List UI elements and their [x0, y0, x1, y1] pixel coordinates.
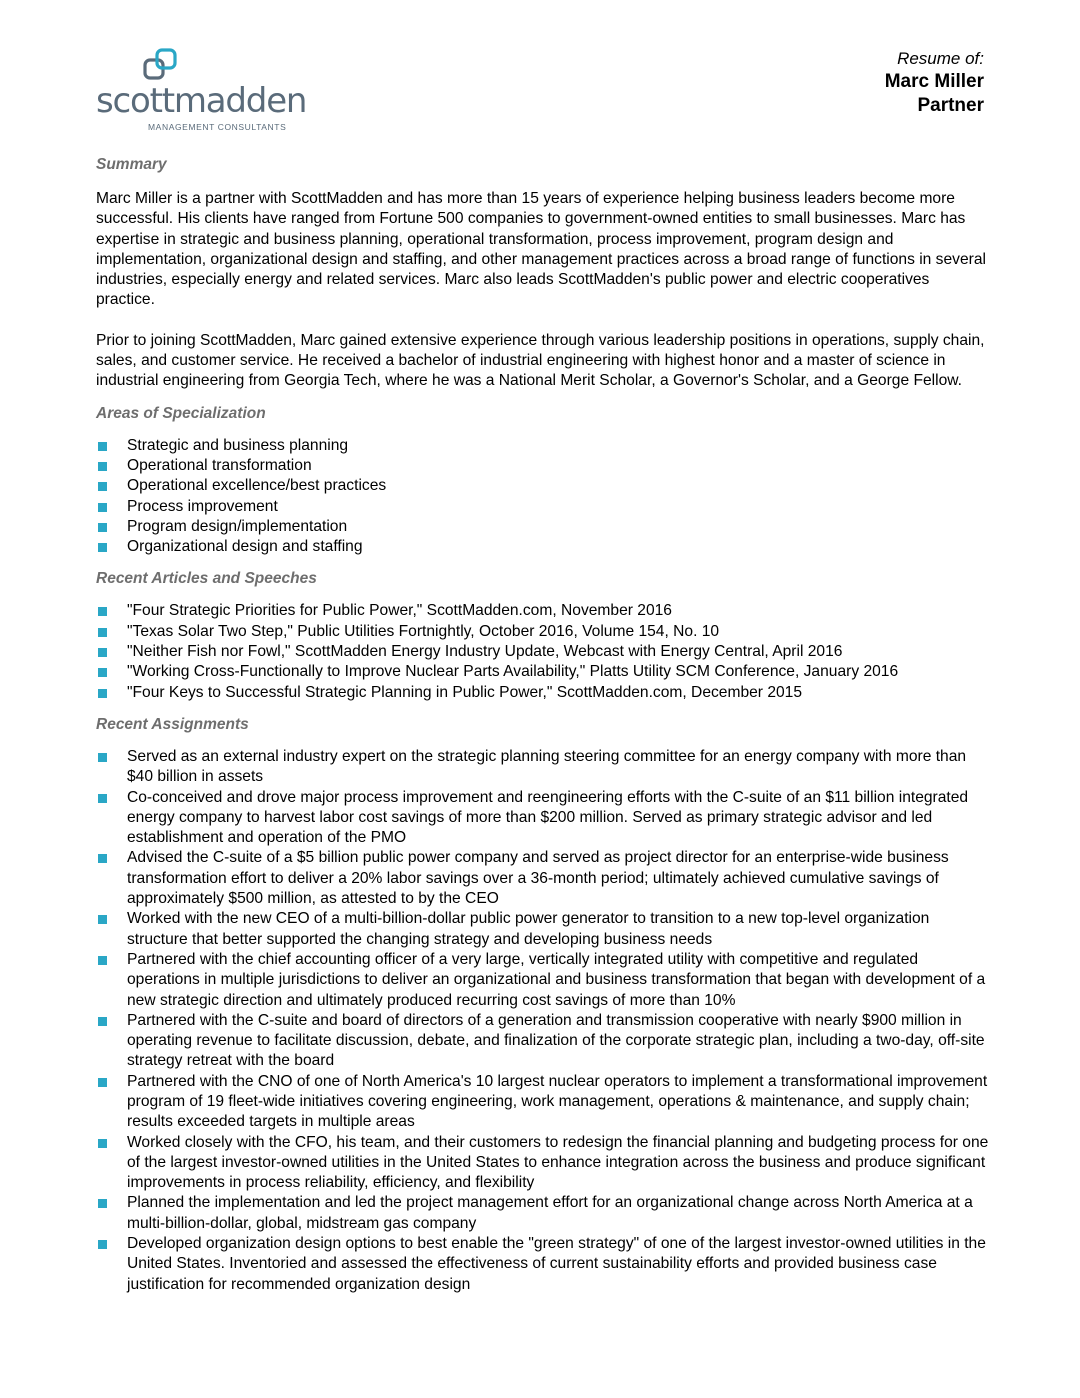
bullet-square-icon — [98, 482, 107, 491]
list-item — [96, 601, 991, 621]
resume-header — [885, 48, 984, 118]
list-item-text: Served as an external industry expert on the strategic planning steering committee for an energy company with more than $40 billion in assets — [127, 747, 967, 786]
articles-list — [96, 601, 991, 702]
list-item — [96, 476, 991, 496]
list-item — [96, 436, 991, 456]
assignments-list — [96, 747, 991, 1295]
bullet-square-icon — [98, 1017, 107, 1026]
list-item-text: "Texas Solar Two Step," Public Utilities Fortnightly, October 2016, Volume 154, No. 10 — [127, 622, 720, 640]
logo-mark-icon — [141, 48, 181, 84]
list-item-text: Process improvement — [127, 497, 278, 515]
assignments-heading: Recent Assignments — [96, 715, 249, 733]
list-item-text: Advised the C-suite of a $5 billion public power company and served as project director for an enterprise-wide business transformation effort to deliver a 20% labor savings over a 36-month period; ultimately achieved cumulative savings of approximately $500 million, as attested to by the CEO — [127, 849, 949, 908]
bullet-square-icon — [98, 503, 107, 512]
list-item-text: Partnered with the CNO of one of North America's 10 largest nuclear operators to implement a transformational improvement program of 19 fleet-wide initiatives covering engineering, work management, operations & maintenance, and supply chain; results exceeded targets in multiple areas — [127, 1072, 988, 1131]
bullet-square-icon — [98, 462, 107, 471]
bullet-square-icon — [98, 1199, 107, 1208]
list-item-text: Co-conceived and drove major process improvement and reengineering efforts with the C-suite of an $11 billion integrated energy company to harvest labor cost savings of more than $200 million. Served as primary strategic advisor and led establishment and operation of the PMO — [127, 788, 969, 847]
list-item-text: Program design/implementation — [127, 517, 348, 535]
list-item — [96, 1234, 991, 1295]
list-item — [96, 683, 991, 703]
list-item-text: Strategic and business planning — [127, 436, 349, 454]
list-item — [96, 497, 991, 517]
list-item-text: "Four Strategic Priorities for Public Power," ScottMadden.com, November 2016 — [127, 602, 672, 620]
list-item-text: Operational transformation — [127, 456, 312, 474]
bullet-square-icon — [98, 607, 107, 616]
bullet-square-icon — [98, 794, 107, 803]
bullet-square-icon — [98, 523, 107, 532]
person-title: Partner — [917, 95, 984, 116]
list-item — [96, 662, 991, 682]
bullet-square-icon — [98, 628, 107, 637]
list-item — [96, 747, 991, 788]
list-item — [96, 788, 991, 849]
list-item — [96, 1193, 991, 1234]
bullet-square-icon — [98, 915, 107, 924]
specialization-heading: Areas of Specialization — [96, 404, 266, 422]
list-item — [96, 642, 991, 662]
list-item-text: Operational excellence/best practices — [127, 477, 387, 495]
list-item — [96, 848, 991, 909]
bullet-square-icon — [98, 648, 107, 657]
bullet-square-icon — [98, 1240, 107, 1249]
logo-tagline: MANAGEMENT CONSULTANTS — [148, 122, 287, 132]
bullet-square-icon — [98, 956, 107, 965]
list-item-text: Partnered with the chief accounting officer of a very large, vertically integrated utility with competitive and regulated operations in multiple jurisdictions to deliver an organizational and business transformation that began with development of a new strategic direction and ultimately produced recurring cost savings of more than 10% — [127, 950, 986, 1009]
list-item — [96, 1011, 991, 1072]
specialization-list — [96, 436, 991, 558]
list-item — [96, 537, 991, 557]
list-item — [96, 909, 991, 950]
list-item-text: Organizational design and staffing — [127, 538, 363, 556]
list-item — [96, 1072, 991, 1133]
summary-paragraph: Prior to joining ScottMadden, Marc gained extensive experience through various leadership positions in operations, supply chain, sales, and customer service. He received a bachelor of industrial engineering with highest honor and a master of science in industrial engineering from Georgia Tech, where he was a National Merit Scholar, a Governor's Scholar, and a George Fellow. — [96, 331, 985, 390]
bullet-square-icon — [98, 854, 107, 863]
list-item-text: Worked closely with the CFO, his team, and their customers to redesign the financial planning and budgeting process for one of the largest investor-owned utilities in the United States to enhance integration across the business and produce significant improvements in process reliability, efficiency, and flexibility — [127, 1133, 989, 1192]
person-name: Marc Miller — [884, 71, 984, 92]
bullet-square-icon — [98, 668, 107, 677]
list-item-text: Planned the implementation and led the project management effort for an organizational change across North America at a multi-billion-dollar, global, midstream gas company — [127, 1194, 973, 1232]
list-item-text: Partnered with the C-suite and board of directors of a generation and transmission cooperative with nearly $900 million in operating revenue to facilitate discussion, debate, and finalization of the corporate strategic plan, including a two-day, off-site strategy retreat with the board — [127, 1011, 985, 1070]
resume-label: Resume of: — [897, 49, 984, 68]
list-item-text: Developed organization design options to best enable the "green strategy" of one of the largest investor-owned utilities in the United States. Inventoried and assessed the effectiveness of current sustainability efforts and provided business case justification for recommended organization design — [127, 1235, 986, 1293]
logo-wordmark: scottmadden — [96, 81, 307, 121]
articles-heading: Recent Articles and Speeches — [96, 570, 317, 588]
list-item — [96, 1133, 991, 1194]
list-item — [96, 950, 991, 1011]
list-item-text: "Four Keys to Successful Strategic Planning in Public Power," ScottMadden.com, December 2015 — [127, 683, 803, 701]
summary-heading: Summary — [96, 156, 167, 173]
resume-body — [96, 155, 991, 1295]
summary-paragraph: Marc Miller is a partner with ScottMadden and has more than 15 years of experience helping business leaders become more successful. His clients have ranged from Fortune 500 companies to government-owned entities to small businesses. Marc has expertise in strategic and business planning, operational transformation, process improvement, program design and implementation, organizational design and staffing, and other management practices across a broad range of functions in several industries, especially energy and related services. Marc also leads ScottMadden's public power and electric cooperatives practice. — [96, 190, 986, 309]
list-item-text: Worked with the new CEO of a multi-billion-dollar public power generator to transition to a new top-level organization structure that better supported the changing strategy and developing business needs — [127, 910, 930, 948]
list-item-text: "Neither Fish nor Fowl," ScottMadden Energy Industry Update, Webcast with Energy Central, April 2016 — [127, 643, 843, 661]
bullet-square-icon — [98, 543, 107, 552]
list-item — [96, 622, 991, 642]
company-logo — [96, 48, 316, 138]
bullet-square-icon — [98, 689, 107, 698]
list-item-text: "Working Cross-Functionally to Improve Nuclear Parts Availability," Platts Utility SCM Conference, January 2016 — [127, 663, 899, 681]
bullet-square-icon — [98, 1078, 107, 1087]
list-item — [96, 517, 991, 537]
bullet-square-icon — [98, 1139, 107, 1148]
list-item — [96, 456, 991, 476]
bullet-square-icon — [98, 753, 107, 762]
bullet-square-icon — [98, 442, 107, 451]
